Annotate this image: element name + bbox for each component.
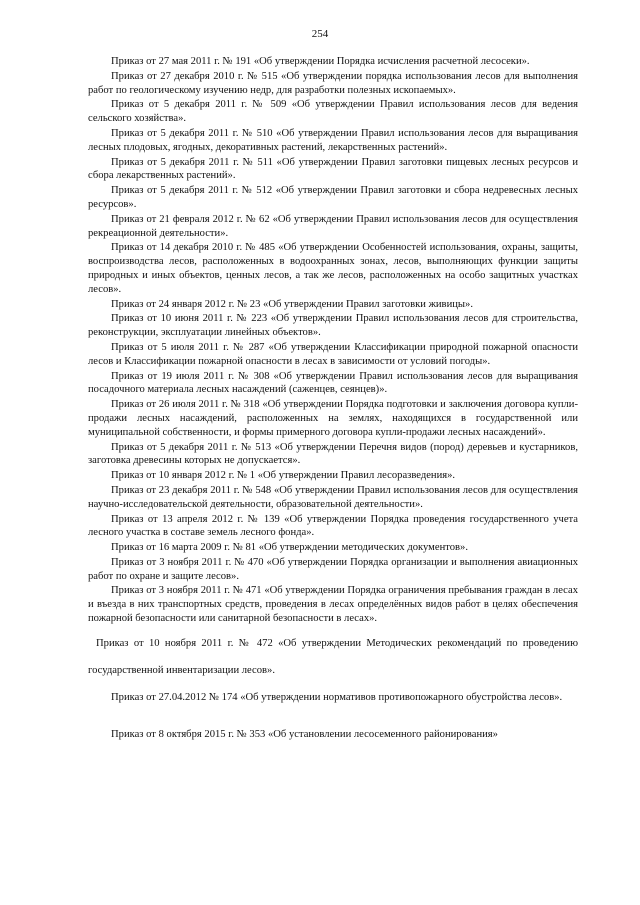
order-paragraph: Приказ от 27 декабря 2010 г. № 515 «Об утверждении порядка использования лесов для выполнения работ по геологическому изучению недр, для разработки полезных ископаемых». (88, 70, 578, 96)
order-paragraph: Приказ от 5 декабря 2011 г. № 513 «Об утверждении Перечня видов (пород) деревьев и кустарников, заготовка древесины которых не допускается». (88, 441, 578, 467)
order-paragraph: Приказ от 10 января 2012 г. № 1 «Об утверждении Правил лесоразведения». (111, 470, 456, 482)
order-paragraph: Приказ от 13 апреля 2012 г. № 139 «Об утверждении Порядка проведения государственного учета лесного участка в составе земель лесного фонда». (88, 513, 578, 539)
order-paragraph: Приказ от 5 декабря 2011 г. № 512 «Об утверждении Правил заготовки и сбора недревесных лесных ресурсов». (88, 185, 578, 210)
order-paragraph: Приказ от 3 ноября 2011 г. № 470 «Об утверждении Порядка организации и выполнения авиационных работ по охране и защите лесов». (88, 556, 578, 582)
order-paragraph: Приказ от 10 ноября 2011 г. № 472 «Об утверждении Методических рекомендаций по проведению государственной инвентаризации лесов». (88, 637, 578, 676)
order-paragraph: Приказ от 21 февраля 2012 г. № 62 «Об утверждении Правил использования лесов для осуществления рекреационной деятельности». (88, 213, 578, 239)
order-paragraph: Приказ от 5 декабря 2011 г. № 510 «Об утверждении Правил использования лесов для выращивания лесных плодовых, ягодных, декоративных растений, лекарственных растений». (88, 127, 578, 153)
order-paragraph: Приказ от 8 октября 2015 г. № 353 «Об установлении лесосеменного районирования» (111, 728, 498, 740)
order-paragraph: Приказ от 5 декабря 2011 г. № 511 «Об утверждении Правил заготовки пищевых лесных ресурсов и сбора лекарственных растений». (88, 156, 578, 182)
order-paragraph: Приказ от 26 июля 2011 г. № 318 «Об утверждении Порядка подготовки и заключения договора купли-продажи лесных насаждений, расположенных на землях, находящихся в государственной или муниципальной собственности, и формы примерного договора купли-продажи лесных насаждений». (88, 399, 578, 438)
order-paragraph: Приказ от 23 декабря 2011 г. № 548 «Об утверждении Правил использования лесов для осуществления научно-исследовательской деятельности, образовательной деятельности». (88, 484, 578, 510)
document-body (88, 55, 578, 743)
order-paragraph: Приказ от 27.04.2012 № 174 «Об утверждении нормативов противопожарного обустройства лесов». (111, 691, 563, 703)
order-paragraph: Приказ от 27 мая 2011 г. № 191 «Об утверждении Порядка исчисления расчетной лесосеки». (111, 56, 530, 67)
order-paragraph: Приказ от 10 июня 2011 г. № 223 «Об утверждении Правил использования лесов для строительства, реконструкции, эксплуатации линейных объектов». (88, 313, 578, 339)
order-paragraph: Приказ от 24 января 2012 г. № 23 «Об утверждении Правил заготовки живицы». (111, 298, 473, 310)
order-paragraph: Приказ от 14 декабря 2010 г. № 485 «Об утверждении Особенностей использования, охраны, защиты, воспроизводства лесов, расположенных в водоохранных зонах, лесов, выполняющих функции защиты природных и иных объектов, ценных лесов, а так же лесов, расположенных на особо защитных участках лесов». (88, 242, 578, 295)
order-paragraph: Приказ от 5 июля 2011 г. № 287 «Об утверждении Классификации природной пожарной опасности лесов и Классификации пожарной опасности в лесах в зависимости от условий погоды». (88, 341, 578, 367)
order-paragraph: Приказ от 5 декабря 2011 г. № 509 «Об утверждении Правил использования лесов для ведения сельского хозяйства». (88, 99, 578, 125)
order-paragraph: Приказ от 16 марта 2009 г. № 81 «Об утверждении методических документов». (111, 542, 468, 554)
page-number: 254 (311, 28, 329, 40)
order-paragraph: Приказ от 19 июля 2011 г. № 308 «Об утверждении Правил использования лесов для выращивания посадочного материала лесных насаждений (саженцев, сеянцев)». (88, 370, 578, 396)
order-paragraph: Приказ от 3 ноября 2011 г. № 471 «Об утверждении Порядка ограничения пребывания граждан в лесах и въезда в них транспортных средств, проведения в лесах определённых видов работ в целях обеспечения пожарной безопасности или санитарной безопасности в лесах». (88, 585, 578, 625)
